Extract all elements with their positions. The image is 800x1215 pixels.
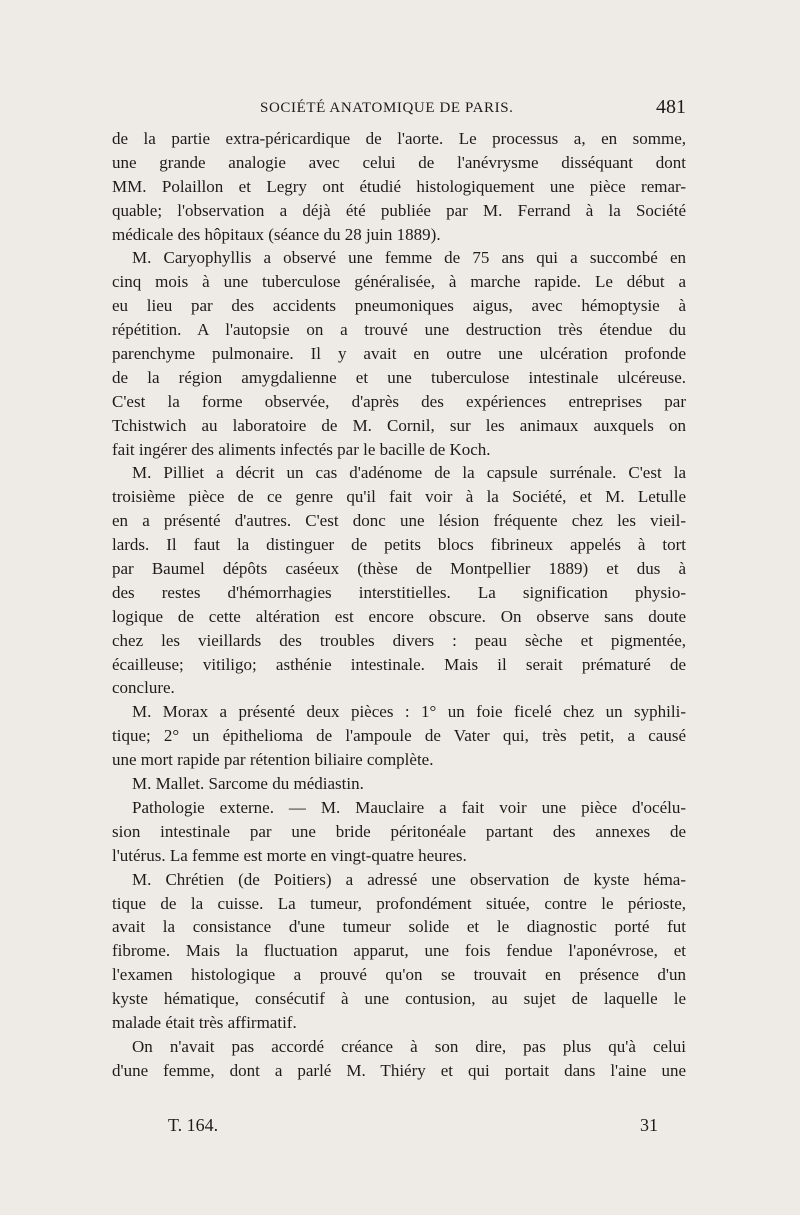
text-line: sion intestinale par une bride péritonéale partant des annexes de (112, 821, 686, 841)
text-line: malade était très affirmatif. (112, 1012, 297, 1032)
volume-number: T. 164. (168, 1115, 219, 1135)
signature-mark: 31 (640, 1115, 658, 1135)
page-number: 481 (656, 96, 686, 118)
running-head (112, 96, 686, 126)
text-line: parenchyme pulmonaire. Il y avait en outre une ulcération profonde (112, 344, 686, 364)
text-line: M. Morax a présenté deux pièces : 1° un foie ficelé chez un syphili- (132, 702, 686, 722)
text-line: tique; 2° un épithelioma de l'ampoule de Vater qui, très petit, a causé (112, 726, 686, 746)
text-line: quable; l'observation a déjà été publiée par M. Ferrand à la Société (112, 200, 686, 220)
text-line: fait ingérer des aliments infectés par le bacille de Koch. (112, 439, 491, 459)
text-line: de la région amygdalienne et une tuberculose intestinale ulcéreuse. (112, 367, 686, 387)
text-line: médicale des hôpitaux (séance du 28 juin 1889). (112, 224, 441, 244)
text-line: une grande analogie avec celui de l'anévrysme disséquant dont (112, 152, 686, 172)
text-line: en a présenté d'autres. C'est donc une lésion fréquente chez les vieil- (112, 511, 686, 531)
text-line: chez les vieillards des troubles divers : peau sèche et pigmentée, (112, 630, 686, 650)
text-line: Tchistwich au laboratoire de M. Cornil, sur les animaux auxquels on (112, 415, 686, 435)
text-line: répétition. A l'autopsie on a trouvé une destruction très étendue du (112, 320, 686, 340)
text-line: C'est la forme observée, d'après des expériences entreprises par (112, 391, 686, 411)
text-line: troisième pièce de ce genre qu'il fait voir à la Société, et M. Letulle (112, 487, 686, 507)
text-line: tique de la cuisse. La tumeur, profondément située, contre le périoste, (112, 893, 686, 913)
text-line: de la partie extra-péricardique de l'aorte. Le processus a, en somme, (112, 129, 686, 148)
text-line: logique de cette altération est encore obscure. On observe sans doute (112, 606, 686, 626)
text-line: l'examen histologique a prouvé qu'on se trouvait en présence d'un (112, 965, 686, 985)
text-line: conclure. (112, 678, 175, 698)
text-line: d'une femme, dont a parlé M. Thiéry et qui portait dans l'aine une (112, 1060, 686, 1080)
text-line: lards. Il faut la distinguer de petits blocs fibrineux appelés à tort (112, 535, 686, 555)
text-line: fibrome. Mais la fluctuation apparut, une fois fendue l'aponévrose, et (112, 941, 686, 961)
journal-title: SOCIÉTÉ ANATOMIQUE DE PARIS. (260, 100, 514, 116)
text-line: M. Pilliet a décrit un cas d'adénome de la capsule surrénale. C'est la (132, 463, 686, 483)
page-footer (112, 1115, 686, 1141)
text-line: Pathologie externe. — M. Mauclaire a fait voir une pièce d'océlu- (132, 797, 686, 817)
text-line: une mort rapide par rétention biliaire complète. (112, 750, 434, 770)
text-line: avait la consistance d'une tumeur solide et le diagnostic porté fut (112, 917, 686, 937)
text-line: On n'avait pas accordé créance à son dire, pas plus qu'à celui (132, 1036, 686, 1056)
text-line: l'utérus. La femme est morte en vingt-quatre heures. (112, 845, 467, 865)
text-line: kyste hématique, consécutif à une contusion, au sujet de laquelle le (112, 989, 686, 1009)
text-line: M. Caryophyllis a observé une femme de 75 ans qui a succombé en (132, 248, 686, 268)
text-line: des restes d'hémorrhagies interstitielles. La signification physio- (112, 582, 686, 602)
body-text (112, 127, 686, 1083)
text-line: eu lieu par des accidents pneumoniques aigus, avec hémoptysie à (112, 296, 686, 316)
text-line: par Baumel dépôts caséeux (thèse de Montpellier 1889) et dus à (112, 559, 686, 579)
text-line: cinq mois à une tuberculose généralisée, à marche rapide. Le début a (112, 272, 686, 292)
text-line: M. Mallet. Sarcome du médiastin. (132, 774, 364, 794)
text-line: M. Chrétien (de Poitiers) a adressé une observation de kyste héma- (132, 869, 686, 889)
text-line: écailleuse; vitiligo; asthénie intestinale. Mais il serait prématuré de (112, 654, 686, 674)
text-line: MM. Polaillon et Legry ont étudié histologiquement une pièce remar- (112, 176, 686, 196)
